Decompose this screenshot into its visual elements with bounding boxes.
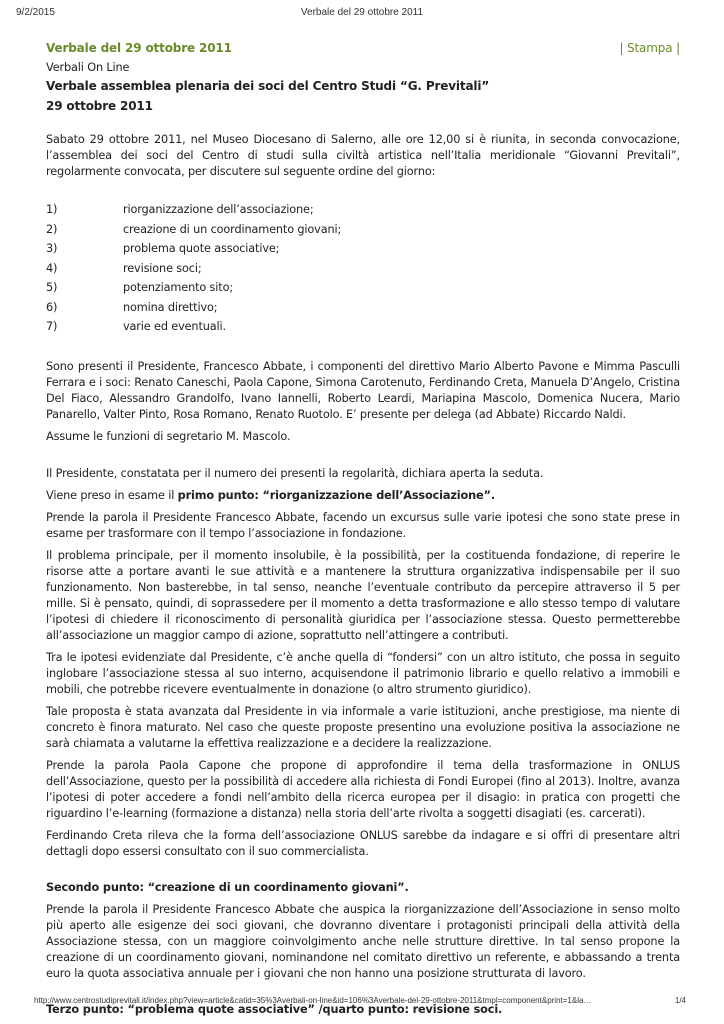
agenda-text: nomina direttivo; (123, 300, 218, 314)
intro-paragraph: Sabato 29 ottobre 2011, nel Museo Diocesano di Salerno, alle ore 12,00 si è riunita, in seconda convocazione, l’assemblea dei soci del Centro di studi sulla civiltà artistica nell’Italia meridionale “Giovanni Previtali”, regolarmente convocata, per discutere sul seguente ordine del giorno: (46, 133, 680, 178)
page-number: 1/4 (674, 996, 686, 1005)
page-title: Verbale del 29 ottobre 2011 (46, 41, 232, 55)
agenda-item (46, 202, 680, 222)
point1-paragraph: Il problema principale, per il momento insolubile, è la possibilità, per la costituenda fondazione, di reperire le risorse atte a portare avanti le sue attività e a mantenere la struttura organizzativa indispensabile per il suo funzionamento. Non basterebbe, in tal senso, neanche l’eventuale contributo da percepire attraverso il 5 per mille. Si è pensato, quindi, di soprassedere per il momento a detta trasformazione e allo stesso tempo di valutare l’ipotesi di chiedere il riconoscimento di personalità giuridica per l’associazione stessa. Questo permetterebbe all’associazione un maggior campo di azione, soprattutto nell’attingere a contributi. (46, 548, 680, 642)
agenda-num: 1) (46, 203, 58, 216)
point1-heading: primo punto: “riorganizzazione dell’Associazione”. (177, 488, 495, 502)
secretary-paragraph: Assume le funzioni di segretario M. Mascolo. (46, 429, 291, 443)
document-body (46, 40, 680, 1018)
agenda-item (46, 280, 680, 300)
document-date: 29 ottobre 2011 (46, 99, 153, 113)
agenda-item (46, 241, 680, 261)
agenda-num: 5) (46, 281, 58, 294)
opening-paragraph: Il Presidente, constatata per il numero dei presenti la regolarità, dichiara aperta la seduta. (46, 466, 544, 480)
agenda-text: revisione soci; (123, 261, 202, 275)
point2-heading: Secondo punto: “creazione di un coordinamento giovani”. (46, 880, 409, 894)
point1-paragraph: Tale proposta è stata avanzata dal Presidente in via informale a varie istituzioni, anche prestigiose, ma niente di concreto è finora maturato. Nel caso che queste proposte presentino una evoluzione positiva la associazione ne sarà chiamata a valutarne la effettiva realizzazione e a decidere la realizzazione. (46, 704, 680, 750)
print-link[interactable]: | Stampa | (619, 41, 680, 55)
document-subtitle: Verbale assemblea plenaria dei soci del Centro Studi “G. Previtali” (46, 79, 490, 93)
print-url: http://www.centrostudiprevitali.it/index.php?view=article&catid=35%3Averbali-on-line&id=106%3Averbale-del-29-ottobre-2011&tmpl=component&print=1&la… (34, 996, 592, 1005)
agenda-num: 7) (46, 320, 58, 333)
point3-heading: Terzo punto: “problema quote associative” /quarto punto: revisione soci. (46, 1002, 503, 1016)
point1-paragraph: Prende la parola Paola Capone che propone di approfondire il tema della trasformazione in ONLUS dell’Associazione, questo per la possibilità di accedere alla richiesta di Fondi Europei (fino al 2013). Inoltre, avanza l’ipotesi di poter accedere a fondi nell’ambito della ricerca europea per il disagio: in pratica con progetti che riguardino l’e-learning (formazione a distanza) nella storia dell’arte rivolta a soggetti disagiati (es. carcerati). (46, 758, 680, 820)
agenda-item (46, 300, 680, 320)
point1-lead: Viene preso in esame il (46, 488, 178, 502)
agenda-text: potenziamento sito; (123, 281, 233, 294)
print-header (0, 7, 724, 21)
agenda-item (46, 319, 680, 339)
print-title: Verbale del 29 ottobre 2011 (300, 7, 424, 18)
print-footer (0, 996, 724, 1010)
agenda-text: riorganizzazione dell’associazione; (123, 203, 314, 216)
category-label: Verbali On Line (46, 61, 130, 74)
agenda-item (46, 222, 680, 242)
point1-intro (46, 488, 680, 504)
point1-paragraph: Ferdinando Creta rileva che la forma dell’associazione ONLUS sarebbe da indagare e si offri di presentare altri dettagli dopo essersi consultato con il suo commercialista. (46, 828, 680, 858)
agenda-text: creazione di un coordinamento giovani; (123, 222, 342, 236)
agenda-text: problema quote associative; (123, 242, 280, 255)
point1-paragraph: Tra le ipotesi evidenziate dal Presidente, c’è anche quella di “fondersi” con un altro istituto, che possa in seguito inglobare l’associazione stessa al suo interno, acquisendone il patrimonio librario e quello relativo a immobili e mobili, che potrebbe ricevere eventualmente in donazione (o altro strumento giuridico). (46, 650, 680, 696)
agenda-num: 3) (46, 242, 58, 255)
point1-paragraph: Prende la parola il Presidente Francesco Abbate, facendo un excursus sulle varie ipotesi che sono state prese in esame per trasformare con il tempo l’associazione in fondazione. (46, 510, 680, 540)
title-bar (46, 40, 680, 60)
point2-paragraph: Prende la parola il Presidente Francesco Abbate che auspica la riorganizzazione dell’Associazione in senso molto più aperto alle esigenze dei soci giovani, che dovranno diventare i protagonisti principali della attività della Associazione stessa, con un maggiore coinvolgimento anche nelle strutture direttive. In tal senso propone la creazione di un coordinamento giovani, nominandone nel comitato direttivo un referente, e abbassando a trenta euro la quota associativa annuale per i giovani che non hanno una posizione strutturata di lavoro. (46, 902, 680, 980)
agenda-text: varie ed eventuali. (123, 320, 226, 333)
agenda-num: 4) (46, 261, 58, 275)
agenda-list (46, 202, 680, 339)
print-date: 9/2/2015 (16, 7, 55, 18)
agenda-num: 6) (46, 300, 58, 314)
agenda-item (46, 261, 680, 281)
attendance-paragraph: Sono presenti il Presidente, Francesco Abbate, i componenti del direttivo Mario Alberto Pavone e Mimma Pasculli Ferrara e i soci: Renato Caneschi, Paola Capone, Simona Carotenuto, Ferdinando Creta, Manuela D’Angelo, Cristina Del Fiaco, Alessandro Grandolfo, Ivano Iannelli, Roberto Leardi, Mariapina Mascolo, Domenica Nucera, Mario Panarello, Valter Pinto, Rosa Romano, Renato Ruotolo. E’ presente per delega (ad Abbate) Riccardo Naldi. (46, 359, 680, 421)
agenda-num: 2) (46, 222, 58, 236)
